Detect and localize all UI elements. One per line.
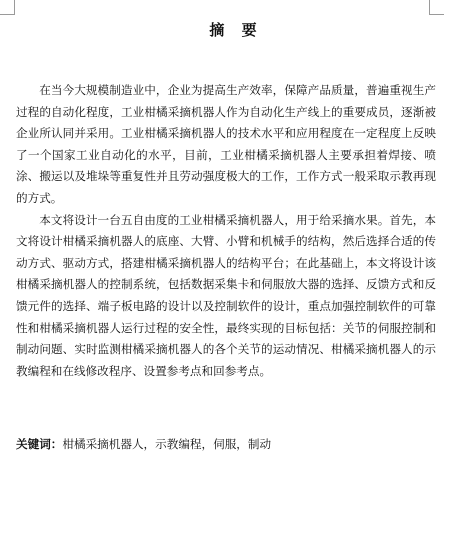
crop-mark-top-right [429,0,444,15]
keywords-text: 柑橘采摘机器人，示教编程，伺服，制动 [62,437,272,451]
keywords-line [16,433,436,455]
abstract-paragraph-2: 本文将设计一台五自由度的工业柑橘采摘机器人，用于给采摘水果。首先，本文将设计柑橘采摘机器人的底座、大臂、小臂和机械手的结构，然后选择合适的传动方式、驱动方式，搭建柑橘采摘机器人的结构平台；在此基础上，本文将设计该柑橘采摘机器人的控制系统，包括数据采集卡和伺服放大器的选择、反馈方式和反馈元件的选择、端子板电路的设计以及控制软件的设计，重点加强控制软件的可靠性和柑橘采摘机器人运行过程的安全性，最终实现的目标包括：关节的伺服控制和制动问题、实时监测柑橘采摘机器人的各个关节的运动情况、柑橘采摘机器人的示教编程和在线修改程序、设置参考点和回参考点。 [16,212,436,378]
abstract-paragraph-1: 在当今大规模制造业中，企业为提高生产效率，保障产品质量，普遍重视生产过程的自动化程度，工业柑橘采摘机器人作为自动化生产线上的重要成员，逐渐被企业所认同并采用。工业柑橘采摘机器人的技术水平和应用程度在一定程度上反映了一个国家工业自动化的水平，目前，工业柑橘采摘机器人主要承担着焊接、喷涂、搬运以及堆垛等重复性并且劳动强度极大的工作，工作方式一般采取示教再现的方式。 [16,83,436,205]
page-title: 摘 要 [209,21,263,39]
abstract-body [16,80,436,382]
crop-mark-top-left [0,0,15,15]
keywords-label: 关键词： [16,437,63,451]
